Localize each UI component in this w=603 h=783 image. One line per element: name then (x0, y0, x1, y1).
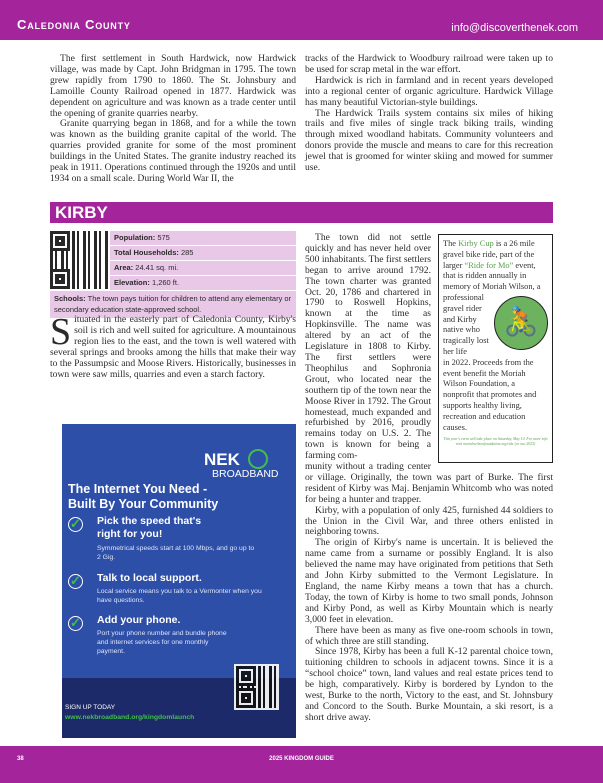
kirby-cup-sidebar: 🚴 The Kirby Cup is a 26 mile gravel bike ride, part of the larger “Ride for Mo” event, that is ridden annually in memory of Moriah Wilson, a professional gravel rider and Kirby native who tragically lost her life in 2022. Proceeds from the event benefit the Moriah Wilson Foundation, a nonprofit that promotes and supports healthy living, recreation and education causes. This year's event will take place on Saturday, May 10. For more info visit moriahwilsonfoundation.org/ride (or our 2025) (438, 234, 553, 463)
page-footer (0, 746, 603, 783)
email-link[interactable]: info@discoverthenek.com (451, 22, 578, 34)
ride-for-mo-name: “Ride for Mo” (464, 260, 514, 270)
kirby-cup-name: Kirby Cup (458, 239, 494, 248)
qr-code-icon[interactable] (50, 231, 108, 289)
kirby-wide-paragraph: There have been as many as five one-room schools in town, of which three are still standing. (305, 624, 553, 647)
paragraph: Hardwick is rich in farmland and in recent years developed into a regional center of organic agriculture. Hardwick Village has many beautiful Victorian-style buildings. (305, 74, 553, 108)
paragraph: Granite quarrying began in 1868, and for a while the town was known as the building granite capital of the world. The quarries provided granite for some of the most prominent buildings in the United States. The granite industry reached its peak in 1911. Operations continued through the 1920s and until 1934 on a small scale. During World War II, the (50, 118, 296, 184)
cyclist-icon: 🚴 (494, 296, 548, 350)
publication-title: 2025 KINGDOM GUIDE (269, 756, 334, 762)
check-icon: ✓ (68, 574, 83, 589)
event-note: This year's event will take place on Saturday, May 10. For more info visit moriahwilsonfoundation.org/ride (or our 2025) (443, 437, 548, 447)
kirby-wide-paragraph: Kirby, with a population of only 425, furnished 44 soldiers to the Union in the Civil War, and three others enlisted in neighboring towns. (305, 504, 553, 538)
stat-schools: Schools: The town pays tuition for children to attend any elementary or secondary education state-approved school. (50, 291, 296, 318)
stat-area: Area: 24.41 sq. mi. (110, 261, 296, 275)
kirby-heading: KIRBY (50, 202, 553, 223)
nek-broadband-ad[interactable]: NEK BROADBAND The Internet You Need - Built By Your Community ✓ Pick the speed that's right for you! Symmetrical speeds start at 100 Mbps, and go up to 2 Gig. ✓ Talk to local support. Local service means you talk to a Vermonter when you have questions. ✓ Add your phone. Port your phone number and bundle phone and internet services for one monthly payment. SIGN UP TODAY www.nekbroadband.org/kingdomlaunch (62, 424, 296, 738)
paragraph: The first settlement in South Hardwick, now Hardwick village, was made by Capt. John Bridgman in 1795. The town grew rapidly from 1790 to 1860. The St. Johnsbury and Lamoille County Railroad opened in 1877. Hardwick was dependent on agriculture and was known as a trade center until the opening of granite quarries nearby. (50, 53, 296, 119)
drop-cap: S (50, 311, 72, 353)
ad-url-link[interactable]: www.nekbroadband.org/kingdomlaunch (65, 714, 195, 721)
check-icon: ✓ (68, 616, 83, 631)
check-icon: ✓ (68, 517, 83, 532)
kirby-wide-paragraph: The origin of Kirby's name is uncertain. It is believed the name came from a surname or possibly England. It is also believed the name may have originated from petitions that Seth and John Kirby submitted to the Vermont Legislature. In England, the name Kirby means a town that has a church. Today, the town of Kirby is home to two small ponds, Johnson and Kirby Pond, as well as Kirby Mountain which is nearly 3,000 feet in elevation. (305, 537, 553, 625)
stat-households: Total Households: 285 (110, 246, 296, 260)
kirby-wide-paragraph: Since 1978, Kirby has been a full K-12 parental choice town, tuitioning children to schools in adjacent towns. Since it is a “school choice” town, land values and real estate prices tend to be high, comparatively. Kirby is bordered by Lyndon to the west, Burke to the north, Victory to the east, and St. Johnsbury and Concord to the South. Burke Mountain, a ski resort, is a short drive away. (305, 646, 553, 723)
ad-headline: The Internet You Need - Built By Your Community (68, 482, 219, 511)
paragraph: tracks of the Hardwick to Woodbury railroad were taken up to be used for scrap metal in the war effort. (305, 53, 553, 75)
stat-elevation: Elevation: 1,260 ft. (110, 276, 296, 290)
brand-nek: NEK (204, 450, 240, 469)
ad-cta: SIGN UP TODAY (65, 704, 116, 711)
kirby-lead: Situated in the easterly part of Caledonia County, Kirby's soil is rich and well suited for agriculture. A mountainous region lies to the east, and the town is well watered with several springs and brooks among the hills that make their way to the Passumpsic and Moose Rivers. Historically, businesses in town were saw mills, quarries and even a starch factory. (50, 311, 296, 380)
kirby-right-flow (305, 233, 553, 724)
page-header (0, 0, 603, 40)
paragraph: The Hardwick Trails system contains six miles of hiking trails and five miles of single track biking trails, winding through mixed woodland habitats. Community volunteers and donors provide the muscle and means to care for this recreation jewel that is groomed for winter skiing and mowed for summer use. (305, 107, 553, 174)
brand-broadband: BROADBAND (212, 468, 279, 480)
stat-population: Population: 575 (110, 231, 296, 245)
page-number: 38 (17, 756, 24, 762)
ad-qr-code[interactable] (234, 664, 279, 710)
section-title: Caledonia County (17, 17, 131, 32)
broadband-logo-icon (248, 449, 268, 469)
intro-left-column (50, 54, 296, 185)
intro-right-column (305, 54, 553, 174)
kirby-narrow-column: The town did not settle quickly and has never held over 500 inhabitants. The first settlers began to arrive around 1792. The town charter was granted Oct. 20, 1786 and chartered in 1790 to Roswell Hopkins, known at the time as Hopkinsville. The name was altered by an act of the Legislature in 1808 to Kirby. The first settlers were Theophilus and Sophronia Grout, who located near the southern tip of the town near the Moose River in 1792. The Grout homestead, much expanded and refurbished by 2016, proudly remains today on U.S. 2. The town is known for being a farming com- (305, 232, 431, 462)
kirby-wide-paragraph: munity without a trading center or village. Originally, the town was part of Burke. The first resident of Kirby was Maj. Benjamin Whitcomb who was noted for being a hunter and trapper. (305, 461, 553, 505)
